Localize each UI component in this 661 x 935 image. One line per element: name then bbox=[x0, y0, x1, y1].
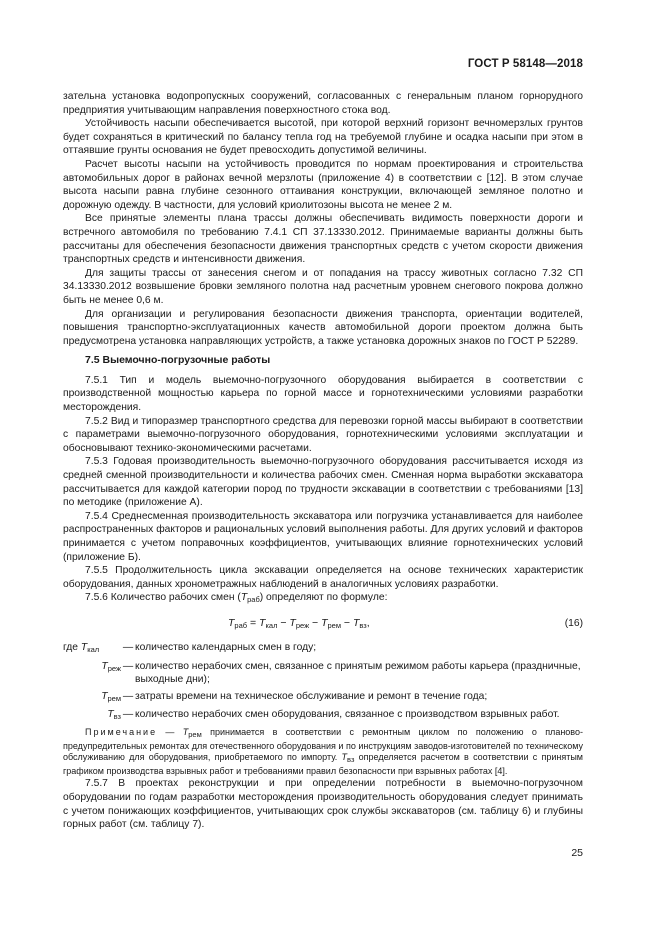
p756-post: ) определяют по формуле: bbox=[259, 592, 388, 604]
definition-row: $Т_{рем}$ — затраты времени на техническое обслуживание и ремонт в течение года; bbox=[101, 690, 488, 703]
p756-pre: 7.5.6 Количество рабочих смен ( bbox=[85, 592, 241, 604]
paragraph: Для защиты трассы от занесения снегом и от попадания на трассу животных согласно 7.32 СП 34.13330.2012 возвышение бровки земляного полотна над расчетным уровнем снегового покрова должно быть не менее 0,6 м. bbox=[63, 267, 583, 306]
paragraph: Расчет высоты насыпи на устойчивость проводится по нормам проектирования и строительства автомобильных дорог в районах вечной мерзлоты (приложение 4) в соответствии с [12]. В этом случае высота насыпи равна глубине сезонного оттаивания конструкции, включающей земляное полотно и дорожную одежду. В частности, для условий криолитозоны высота не менее 2 м. bbox=[63, 158, 583, 211]
section-heading: 7.5 Выемочно-погрузочные работы bbox=[85, 354, 271, 367]
variable-definitions bbox=[63, 641, 583, 724]
paragraph: зательна установка водопропускных сооружений, согласованных с генеральным планом горнорудного предприятия учитывающим направления поверхностного стока вод. bbox=[63, 91, 583, 116]
formula-number: (16) bbox=[564, 617, 583, 629]
formula-16 bbox=[63, 615, 583, 635]
paragraph: Устойчивость насыпи обеспечивается высотой, при которой верхний горизонт вечномерзлых грунтов будет сохраняться в критический по балансу тепла год на требуемой глубине и осадка насыпи при этом в оттаявшие грунты основания не будет превосходить допустимой величины. bbox=[63, 118, 583, 157]
paragraph-7-5-3: 7.5.3 Годовая производительность выемочно-погрузочного оборудования рассчитывается исходя из средней сменной производительности и количества рабочих смен. Сменная норма выработки экскаватора рассчитывается для каждой категории пород по трудности экскавации в соответствии с требованиями [13] по методике (приложение А). bbox=[63, 456, 583, 509]
note-label: Примечание bbox=[85, 726, 158, 737]
formula-expression: $Т_{раб} = Т_{кал} - Т_{реж} - Т_{рем} - Т_{вз}$, bbox=[228, 616, 370, 630]
paragraph-7-5-2: 7.5.2 Вид и типоразмер транспортного средства для перевозки горной массы выбирают в соответствии с параметрами выемочно-погрузочного оборудования, горнотехническими условиями эксплуатации и обосновывают технико-экономическими расчетами. bbox=[63, 415, 583, 454]
note: Примечание — $Т_{рем}$ принимается в соответствии с ремонтным циклом по положению о планово-предупредительных ремонтах для отечественного оборудования и по инструкциям заводов-изготовителей по техническому обслуживанию для оборудования, приобретаемого по импорту. $Т_{вз}$ определяется расчетом в соответствии с принятым графиком производства взрывных работ и требованиями правил безопасности при взрывных работах [4]. bbox=[63, 726, 583, 776]
definition-row: где $Т_{кал}$ — количество календарных смен в году; bbox=[63, 641, 317, 654]
definition-row: $Т_{реж}$ — количество нерабочих смен, связанное с принятым режимом работы карьера (праздничные, выходные дни); bbox=[101, 660, 581, 686]
definition-row: $Т_{вз}$ — количество нерабочих смен оборудования, связанное с производством взрывных работ. bbox=[107, 709, 560, 722]
paragraph-7-5-6 bbox=[63, 591, 583, 607]
paragraph: Все принятые элементы плана трассы должны обеспечивать видимость поверхности дороги и встречного автомобиля по требованию 7.4.1 СП 37.13330.2012. Принимаемые варианты должны быть рассчитаны для обеспечения безопасности движения транспортных средств с учетом скорости движения транспортных средств и интенсивности движения. bbox=[63, 213, 583, 266]
paragraph-7-5-4: 7.5.4 Среднесменная производительность экскаватора или погрузчика устанавливается для наиболее распространенных факторов и рациональных условий выполнения работы. Для других условий и факторов принимается с учетом поправочных коэффициентов, учитывающих влияние горнотехнических условий (приложение Б). bbox=[63, 510, 583, 563]
paragraph-7-5-5: 7.5.5 Продолжительность цикла экскавации определяется на основе технических характеристик оборудования, данных хронометражных наблюдений в аналогичных условиях разработки. bbox=[63, 565, 583, 590]
standard-title: ГОСТ Р 58148—2018 bbox=[467, 58, 583, 70]
page-content bbox=[63, 90, 583, 832]
paragraph-7-5-7: 7.5.7 В проектах реконструкции и при определении потребности в выемочно-погрузочном оборудовании по годам разработки месторождения производительность оборудования следует принимать с учетом понижающих коэффициентов, учитывающих срок службы экскаваторов (см. таблицу 6) и глубины горных работ (см. таблицу 7). bbox=[63, 778, 583, 831]
p756-symbol: Т bbox=[240, 592, 248, 604]
p756-subscript: раб bbox=[247, 595, 260, 605]
paragraph-7-5-1: 7.5.1 Тип и модель выемочно-погрузочного оборудования выбирается в соответствии с производственной мощностью карьера по горной массе и горнотехническими условиями разработки месторождения. bbox=[63, 374, 583, 414]
paragraph: Для организации и регулирования безопасности движения транспорта, ориентации водителей, повышения транспортно-эксплуатационных качеств автомобильной дороги проектом должна быть предусмотрена установка направляющих устройств, а также установка дорожных знаков по ГОСТ Р 52289. bbox=[63, 308, 583, 347]
page-number: 25 bbox=[571, 847, 583, 859]
